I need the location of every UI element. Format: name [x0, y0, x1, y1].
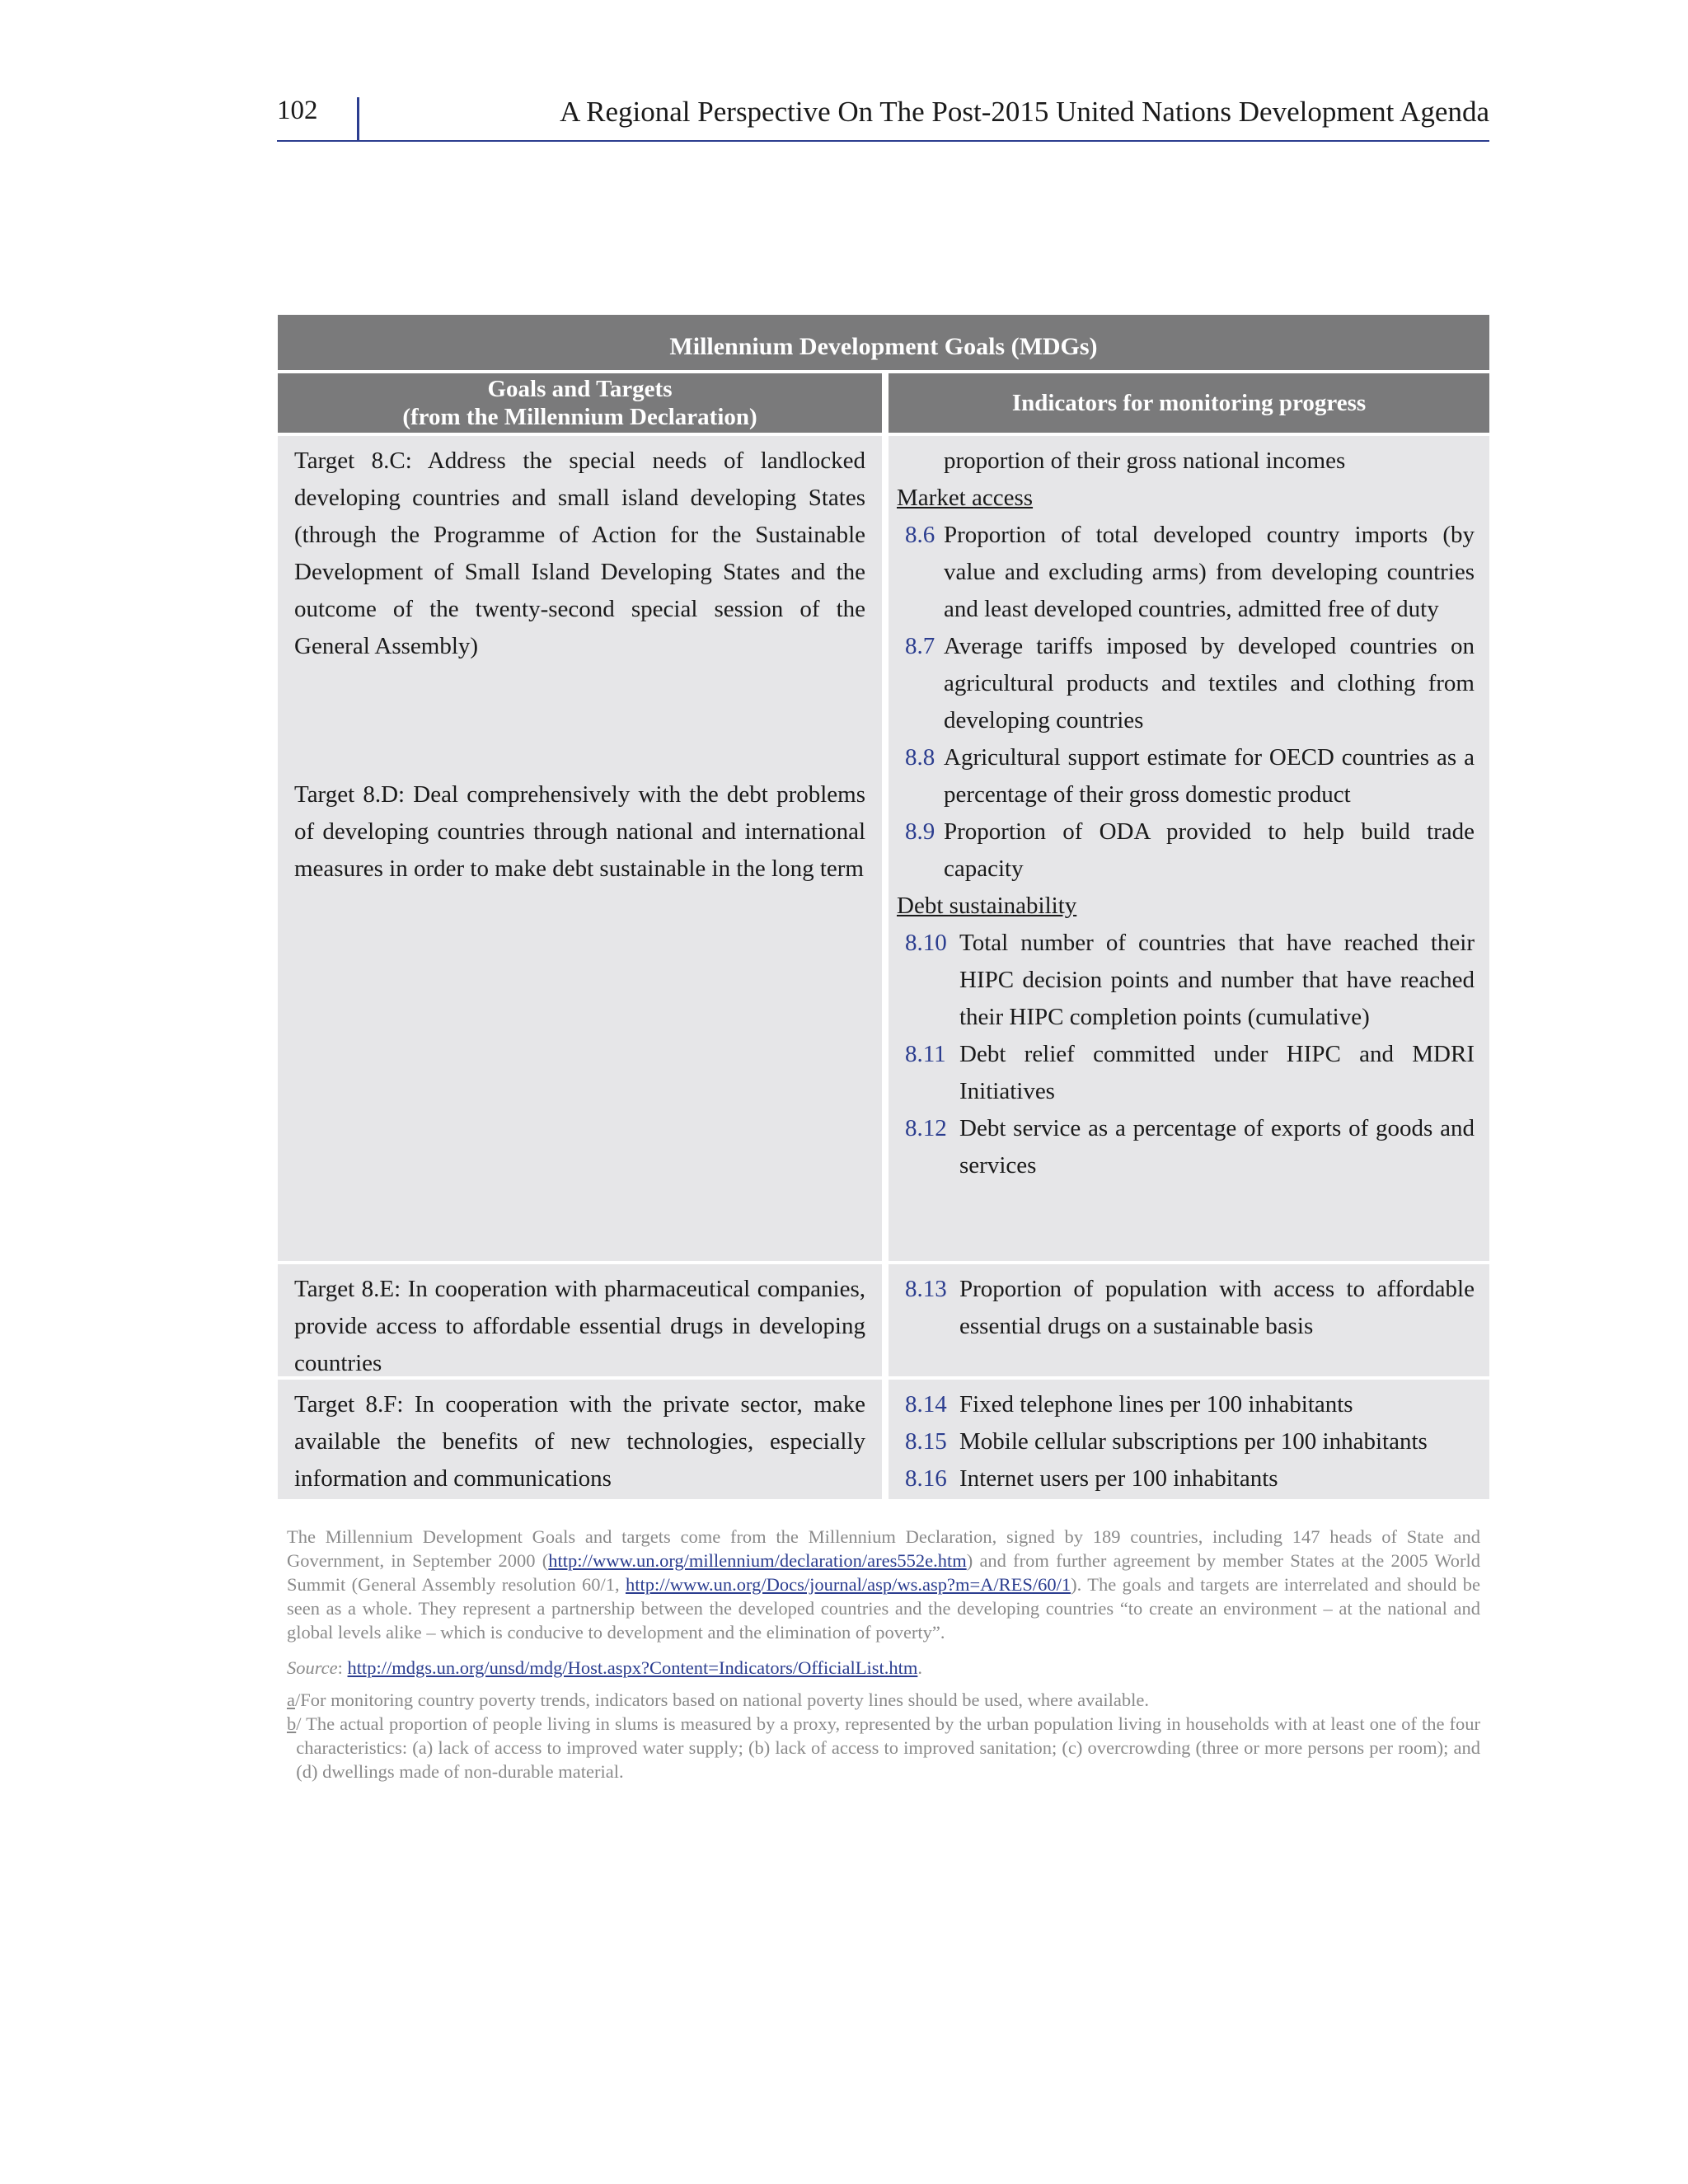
- indicator-number: 8.15: [905, 1428, 947, 1455]
- header-divider: [357, 97, 359, 140]
- goals-cell: [278, 1380, 882, 1499]
- indicator-number: 8.9: [905, 818, 935, 845]
- source-link[interactable]: http://mdgs.un.org/unsd/mdg/Host.aspx?Content=Indicators/OfficialList.htm: [347, 1657, 918, 1678]
- page-number: 102: [277, 96, 318, 125]
- footnote-text: / The actual proportion of people living in slums is measured by a proxy, represented by the urban population living in households with at least one of the four characteristics: (a) lack of access to improved water supply; (b) lack of access to improved sanitation; (c) overcrowding (three or more persons per room); and (d) dwellings made of non-durable material.: [296, 1713, 1480, 1782]
- indicators-cell: [889, 1380, 1489, 1499]
- goals-cell: [278, 1264, 882, 1376]
- indicator-number: 8.7: [905, 633, 935, 659]
- indicator-8-15: [897, 1423, 1475, 1460]
- table-title: Millennium Development Goals (MDGs): [278, 315, 1489, 370]
- indicator-8-8: [897, 739, 1475, 813]
- indicator-number: 8.12: [905, 1115, 947, 1141]
- indicator-number: 8.16: [905, 1465, 947, 1492]
- footnote-a: [287, 1688, 1480, 1712]
- target-8c: Target 8.C: Address the special needs of landlocked developing countries and small island developing States (through the Programme of Action for the Sustainable Development of Small Island Developing States and the outcome of the twenty-second special session of the General Assembly): [294, 448, 865, 659]
- indicator-text: Proportion of total developed country imports (by value and excluding arms) from developing countries and least developed countries, admitted free of duty: [944, 522, 1475, 622]
- indicator-text: Fixed telephone lines per 100 inhabitants: [959, 1391, 1353, 1418]
- column-header-goals: [278, 373, 882, 433]
- indicators-cell: [889, 436, 1489, 1261]
- mdg-note: [287, 1525, 1480, 1644]
- indicator-8-14: [897, 1386, 1475, 1423]
- page-header: [277, 89, 1489, 142]
- source-separator: :: [337, 1657, 348, 1678]
- indicator-text: Total number of countries that have reached their HIPC decision points and number that have reached their HIPC completion points (cumulative): [959, 930, 1475, 1030]
- footnote-b: [287, 1712, 1480, 1783]
- column-header-indicators: Indicators for monitoring progress: [889, 373, 1489, 433]
- indicator-text: Agricultural support estimate for OECD countries as a percentage of their gross domestic product: [944, 744, 1475, 808]
- note-text: The Millennium Development Goals and targets come from the Millennium Declaration, signed by 189 countries, including 147 heads of State and Government, in September 2000 (: [287, 1526, 1480, 1571]
- indicator-8-9: [897, 813, 1475, 888]
- target-8f: Target 8.F: In cooperation with the private sector, make available the benefits of new technologies, especially information and communications: [294, 1391, 865, 1492]
- goals-cell: [278, 436, 882, 1261]
- indicator-text: Debt service as a percentage of exports of goods and services: [959, 1115, 1475, 1179]
- column-headers: [278, 373, 1489, 433]
- table-row: [278, 1380, 1489, 1499]
- note-text: ) and from further agreement by member States at the 2005 World Summit (General Assembly resolution 60/1,: [287, 1550, 1480, 1595]
- indicator-number: 8.13: [905, 1276, 947, 1302]
- indicator-text: Average tariffs imposed by developed countries on agricultural products and textiles and clothing from developing countries: [944, 633, 1475, 733]
- table-row: [278, 436, 1489, 1261]
- indicator-number: 8.6: [905, 522, 935, 548]
- source-line: [287, 1656, 1480, 1680]
- column-header-goals-line2: (from the Millennium Declaration): [402, 404, 757, 430]
- indicator-text: Internet users per 100 inhabitants: [959, 1465, 1278, 1492]
- indicator-8-6: [897, 517, 1475, 628]
- indicator-text: Proportion of ODA provided to help build trade capacity: [944, 818, 1475, 882]
- indicator-8-16: [897, 1460, 1475, 1497]
- target-8d: Target 8.D: Deal comprehensively with the debt problems of developing countries through national and international measures in order to make debt sustainable in the long term: [294, 781, 865, 882]
- footnotes: [287, 1688, 1480, 1783]
- indicator-continuation: proportion of their gross national incomes: [944, 448, 1346, 474]
- indicator-number: 8.10: [905, 930, 947, 956]
- indicator-text: Debt relief committed under HIPC and MDRI Initiatives: [959, 1041, 1475, 1104]
- indicator-8-10: [897, 925, 1475, 1036]
- market-access-heading: Market access: [897, 485, 1034, 511]
- running-title: A Regional Perspective On The Post-2015 United Nations Development Agenda: [560, 96, 1489, 128]
- declaration-link[interactable]: http://www.un.org/millennium/declaration/ares552e.htm: [548, 1550, 967, 1571]
- source-label: Source: [287, 1657, 338, 1678]
- table-notes: [287, 1525, 1480, 1783]
- footnote-mark: b: [287, 1713, 297, 1734]
- debt-sustainability-heading: Debt sustainability: [897, 893, 1077, 919]
- source-end: .: [917, 1657, 922, 1678]
- indicator-number: 8.11: [905, 1041, 946, 1067]
- note-text: ). The goals and targets are interrelated and should be seen as a whole. They represent a partnership between the developed countries and the developing countries “to create an environment – at the national and global levels alike – which is conducive to development and the elimination of poverty”.: [287, 1574, 1480, 1643]
- indicator-8-11: [897, 1036, 1475, 1110]
- indicator-8-7: [897, 628, 1475, 739]
- indicator-text: Mobile cellular subscriptions per 100 inhabitants: [959, 1428, 1428, 1455]
- table-row: [278, 1264, 1489, 1376]
- mdg-table: [278, 315, 1489, 1499]
- footnote-mark: a: [287, 1690, 295, 1710]
- indicator-number: 8.14: [905, 1391, 947, 1418]
- target-8e: Target 8.E: In cooperation with pharmaceutical companies, provide access to affordable essential drugs in developing countries: [294, 1276, 865, 1376]
- indicator-number: 8.8: [905, 744, 935, 771]
- resolution-link[interactable]: http://www.un.org/Docs/journal/asp/ws.asp?m=A/RES/60/1: [625, 1574, 1071, 1595]
- indicator-8-12: [897, 1110, 1475, 1184]
- column-header-goals-line1: Goals and Targets: [487, 376, 673, 402]
- indicator-8-13: [897, 1271, 1475, 1345]
- footnote-text: /For monitoring country poverty trends, indicators based on national poverty lines should be used, where available.: [295, 1690, 1150, 1710]
- indicators-cell: [889, 1264, 1489, 1376]
- indicator-text: Proportion of population with access to affordable essential drugs on a sustainable basis: [959, 1276, 1475, 1339]
